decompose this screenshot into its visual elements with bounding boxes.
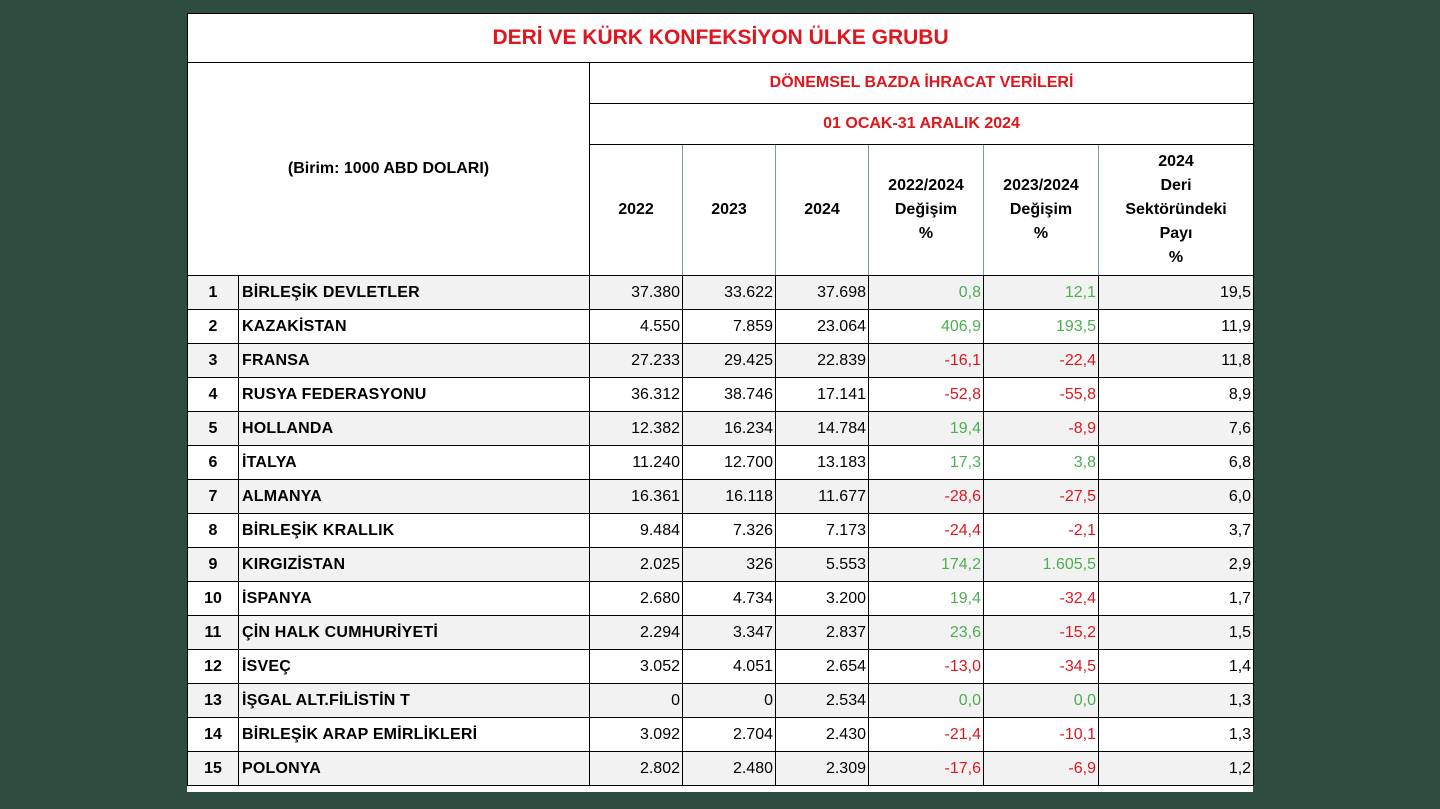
table-row: [188, 616, 1254, 650]
change-2023-2024-cell: -55,8: [984, 378, 1099, 412]
col-header-2022: 2022: [590, 145, 683, 276]
rank-cell: 12: [188, 650, 239, 684]
country-cell: KIRGIZİSTAN: [239, 548, 590, 582]
value-2023-cell: 33.622: [683, 276, 776, 310]
rank-cell: 7: [188, 480, 239, 514]
sector-share-cell: 8,9: [1099, 378, 1254, 412]
value-2023-cell: 16.118: [683, 480, 776, 514]
country-cell: ALMANYA: [239, 480, 590, 514]
table-row: [188, 480, 1254, 514]
country-cell: İTALYA: [239, 446, 590, 480]
change-2023-2024-cell: -22,4: [984, 344, 1099, 378]
value-2022-cell: 2.680: [590, 582, 683, 616]
value-2024-cell: 13.183: [776, 446, 869, 480]
sector-share-cell: 6,8: [1099, 446, 1254, 480]
change-2022-2024-cell: -16,1: [869, 344, 984, 378]
rank-cell: 11: [188, 616, 239, 650]
sector-share-cell: 6,0: [1099, 480, 1254, 514]
sector-share-cell: 11,8: [1099, 344, 1254, 378]
country-cell: HOLLANDA: [239, 412, 590, 446]
change-2023-2024-cell: 3,8: [984, 446, 1099, 480]
unit-label: (Birim: 1000 ABD DOLARI): [188, 63, 590, 276]
value-2023-cell: 7.326: [683, 514, 776, 548]
value-2022-cell: 3.052: [590, 650, 683, 684]
sector-share-cell: 19,5: [1099, 276, 1254, 310]
country-cell: İSVEÇ: [239, 650, 590, 684]
change-2023-2024-cell: -8,9: [984, 412, 1099, 446]
sector-share-cell: 7,6: [1099, 412, 1254, 446]
value-2023-cell: 2.704: [683, 718, 776, 752]
change-2023-2024-cell: 193,5: [984, 310, 1099, 344]
value-2022-cell: 2.025: [590, 548, 683, 582]
change-2022-2024-cell: 19,4: [869, 582, 984, 616]
value-2022-cell: 2.802: [590, 752, 683, 786]
sector-share-cell: 1,4: [1099, 650, 1254, 684]
value-2024-cell: 2.837: [776, 616, 869, 650]
value-2023-cell: 4.051: [683, 650, 776, 684]
export-table-sheet: [187, 13, 1253, 792]
change-2023-2024-cell: -6,9: [984, 752, 1099, 786]
value-2024-cell: 23.064: [776, 310, 869, 344]
change-2023-2024-cell: -32,4: [984, 582, 1099, 616]
value-2024-cell: 2.309: [776, 752, 869, 786]
value-2023-cell: 12.700: [683, 446, 776, 480]
country-cell: KAZAKİSTAN: [239, 310, 590, 344]
change-2023-2024-cell: 1.605,5: [984, 548, 1099, 582]
rank-cell: 8: [188, 514, 239, 548]
rank-cell: 15: [188, 752, 239, 786]
table-row: [188, 276, 1254, 310]
change-2022-2024-cell: 19,4: [869, 412, 984, 446]
table-body: [188, 276, 1254, 786]
table-row: [188, 446, 1254, 480]
country-cell: İSPANYA: [239, 582, 590, 616]
value-2023-cell: 16.234: [683, 412, 776, 446]
table-row: [188, 378, 1254, 412]
country-cell: BİRLEŞİK DEVLETLER: [239, 276, 590, 310]
value-2023-cell: 38.746: [683, 378, 776, 412]
value-2022-cell: 2.294: [590, 616, 683, 650]
value-2024-cell: 22.839: [776, 344, 869, 378]
change-2023-2024-cell: -15,2: [984, 616, 1099, 650]
change-2022-2024-cell: -21,4: [869, 718, 984, 752]
change-2023-2024-cell: 0,0: [984, 684, 1099, 718]
table-title: DERİ VE KÜRK KONFEKSİYON ÜLKE GRUBU: [188, 14, 1254, 63]
value-2024-cell: 3.200: [776, 582, 869, 616]
value-2022-cell: 27.233: [590, 344, 683, 378]
change-2022-2024-cell: 174,2: [869, 548, 984, 582]
value-2022-cell: 3.092: [590, 718, 683, 752]
rank-cell: 9: [188, 548, 239, 582]
country-cell: FRANSA: [239, 344, 590, 378]
table-row: [188, 582, 1254, 616]
sector-share-cell: 1,3: [1099, 684, 1254, 718]
value-2022-cell: 4.550: [590, 310, 683, 344]
country-cell: POLONYA: [239, 752, 590, 786]
change-2022-2024-cell: -28,6: [869, 480, 984, 514]
value-2024-cell: 7.173: [776, 514, 869, 548]
sector-share-cell: 1,3: [1099, 718, 1254, 752]
value-2022-cell: 9.484: [590, 514, 683, 548]
change-2023-2024-cell: -34,5: [984, 650, 1099, 684]
value-2022-cell: 11.240: [590, 446, 683, 480]
value-2023-cell: 0: [683, 684, 776, 718]
value-2024-cell: 2.430: [776, 718, 869, 752]
export-table: [187, 13, 1254, 786]
table-row: [188, 310, 1254, 344]
value-2023-cell: 7.859: [683, 310, 776, 344]
value-2024-cell: 2.654: [776, 650, 869, 684]
value-2022-cell: 16.361: [590, 480, 683, 514]
col-header-2023: 2023: [683, 145, 776, 276]
change-2022-2024-cell: 406,9: [869, 310, 984, 344]
change-2022-2024-cell: -52,8: [869, 378, 984, 412]
sector-share-cell: 1,5: [1099, 616, 1254, 650]
rank-cell: 5: [188, 412, 239, 446]
value-2024-cell: 14.784: [776, 412, 869, 446]
table-row: [188, 514, 1254, 548]
value-2023-cell: 4.734: [683, 582, 776, 616]
change-2022-2024-cell: 23,6: [869, 616, 984, 650]
value-2022-cell: 37.380: [590, 276, 683, 310]
change-2023-2024-cell: -2,1: [984, 514, 1099, 548]
sector-share-cell: 1,2: [1099, 752, 1254, 786]
table-row: [188, 548, 1254, 582]
sector-share-cell: 3,7: [1099, 514, 1254, 548]
table-row: [188, 752, 1254, 786]
value-2024-cell: 5.553: [776, 548, 869, 582]
change-2022-2024-cell: -13,0: [869, 650, 984, 684]
value-2022-cell: 0: [590, 684, 683, 718]
value-2023-cell: 2.480: [683, 752, 776, 786]
rank-cell: 10: [188, 582, 239, 616]
col-header-change-2022-2024: 2022/2024 Değişim %: [869, 145, 984, 276]
value-2024-cell: 17.141: [776, 378, 869, 412]
value-2023-cell: 326: [683, 548, 776, 582]
change-2023-2024-cell: -10,1: [984, 718, 1099, 752]
col-header-2024: 2024: [776, 145, 869, 276]
country-cell: İŞGAL ALT.FİLİSTİN T: [239, 684, 590, 718]
col-header-sector-share: 2024 Deri Sektöründeki Payı %: [1099, 145, 1254, 276]
rank-cell: 13: [188, 684, 239, 718]
table-row: [188, 412, 1254, 446]
change-2023-2024-cell: -27,5: [984, 480, 1099, 514]
change-2022-2024-cell: -17,6: [869, 752, 984, 786]
rank-cell: 4: [188, 378, 239, 412]
value-2023-cell: 3.347: [683, 616, 776, 650]
change-2023-2024-cell: 12,1: [984, 276, 1099, 310]
value-2024-cell: 2.534: [776, 684, 869, 718]
sector-share-cell: 1,7: [1099, 582, 1254, 616]
table-row: [188, 718, 1254, 752]
change-2022-2024-cell: -24,4: [869, 514, 984, 548]
sector-share-cell: 11,9: [1099, 310, 1254, 344]
value-2023-cell: 29.425: [683, 344, 776, 378]
rank-cell: 2: [188, 310, 239, 344]
country-cell: BİRLEŞİK ARAP EMİRLİKLERİ: [239, 718, 590, 752]
col-header-change-2023-2024: 2023/2024 Değişim %: [984, 145, 1099, 276]
table-row: [188, 650, 1254, 684]
rank-cell: 14: [188, 718, 239, 752]
table-row: [188, 344, 1254, 378]
rank-cell: 6: [188, 446, 239, 480]
change-2022-2024-cell: 0,8: [869, 276, 984, 310]
sector-share-cell: 2,9: [1099, 548, 1254, 582]
country-cell: RUSYA FEDERASYONU: [239, 378, 590, 412]
country-cell: BİRLEŞİK KRALLIK: [239, 514, 590, 548]
table-row: [188, 684, 1254, 718]
change-2022-2024-cell: 0,0: [869, 684, 984, 718]
change-2022-2024-cell: 17,3: [869, 446, 984, 480]
value-2022-cell: 36.312: [590, 378, 683, 412]
subtitle: DÖNEMSEL BAZDA İHRACAT VERİLERİ: [590, 63, 1254, 104]
value-2024-cell: 11.677: [776, 480, 869, 514]
country-cell: ÇİN HALK CUMHURİYETİ: [239, 616, 590, 650]
period-label: 01 OCAK-31 ARALIK 2024: [590, 104, 1254, 145]
rank-cell: 1: [188, 276, 239, 310]
value-2022-cell: 12.382: [590, 412, 683, 446]
value-2024-cell: 37.698: [776, 276, 869, 310]
rank-cell: 3: [188, 344, 239, 378]
